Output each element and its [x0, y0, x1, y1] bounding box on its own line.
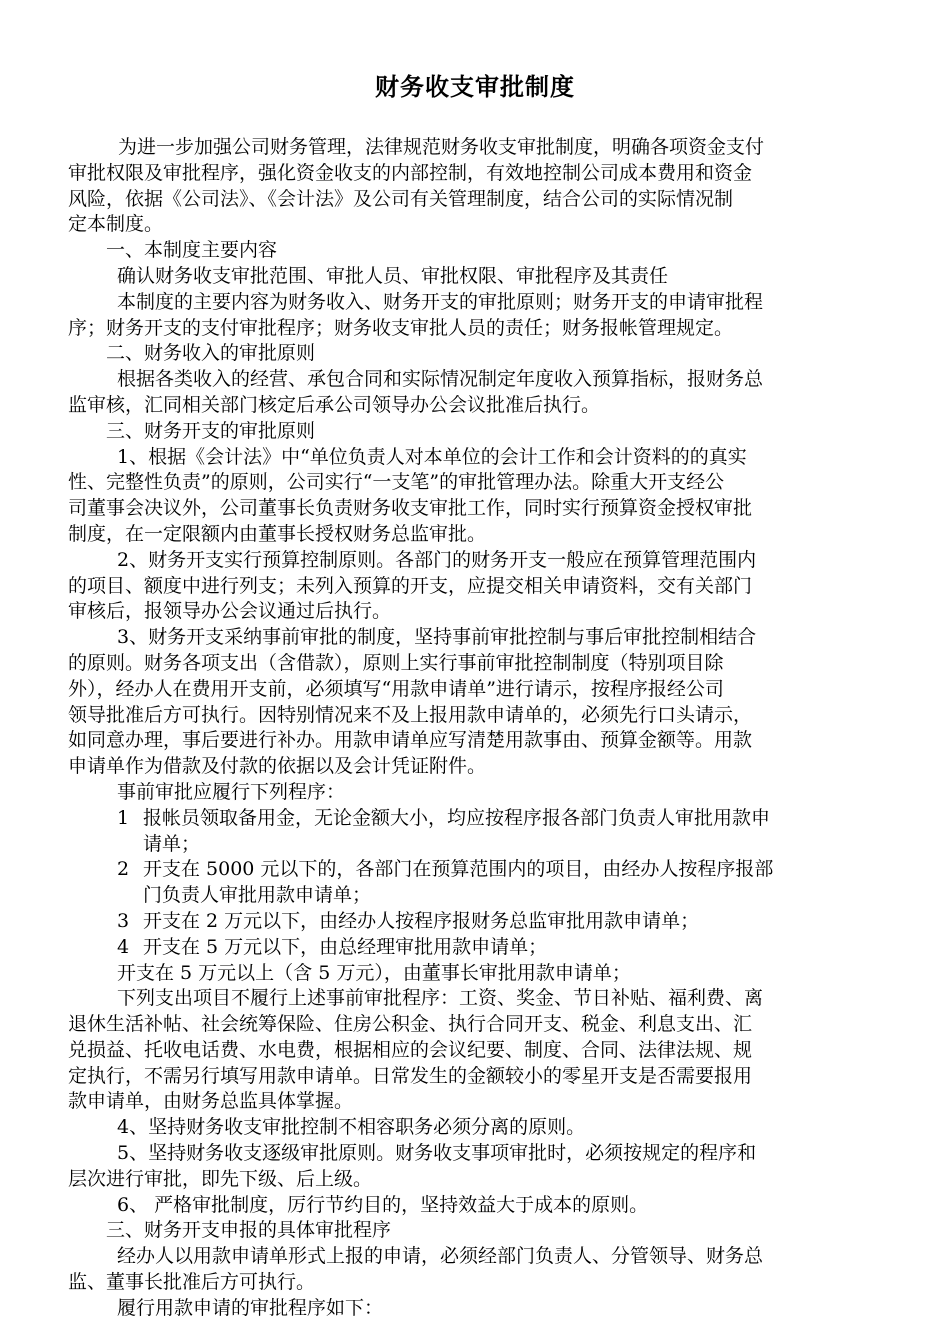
paragraph-line: 事前审批应履行下列程序： [117, 780, 346, 803]
paragraph-line: 序；财务开支的支付审批程序；财务收支审批人员的责任；财务报帐管理规定。 [68, 316, 734, 339]
paragraph-line: 监、董事长批准后方可执行。 [68, 1271, 316, 1294]
list-text: 开支在 5000 元以下的，各部门在预算范围内的项目，由经办人按程序报部 [143, 858, 774, 881]
paragraph-line: 兑损益、托收电话费、水电费，根据相应的会议纪要、制度、合同、法律法规、规 [68, 1038, 753, 1061]
section-heading: 三、财务开支的审批原则 [106, 419, 316, 442]
list-number: 3 [117, 909, 130, 932]
paragraph-line: 风险，依据《公司法》、《会计法》及公司有关管理制度，结合公司的实际情况制 [68, 187, 734, 210]
paragraph-line: 4、坚持财务收支审批控制不相容职务必须分离的原则。 [117, 1116, 586, 1139]
paragraph-line: 如同意办理，事后要进行补办。用款申请单应写清楚用款事由、预算金额等。用款 [68, 729, 753, 752]
paragraph-line: 监审核，汇同相关部门核定后承公司领导办公会议批准后执行。 [68, 393, 601, 416]
paragraph-line: 外），经办人在费用开支前，必须填写“用款申请单”进行请示，按程序报经公司 [68, 677, 724, 700]
paragraph-line: 性、完整性负责”的原则，公司实行“一支笔”的审批管理办法。除重大开支经公 [68, 471, 725, 494]
paragraph-line: 2、财务开支实行预算控制原则。各部门的财务开支一般应在预算管理范围内 [117, 548, 757, 571]
paragraph-line: 层次进行审批，即先下级、后上级。 [68, 1167, 373, 1190]
list-item-continuation: 请单； [143, 832, 201, 855]
paragraph-line: 经办人以用款申请单形式上报的申请，必须经部门负责人、分管领导、财务总 [117, 1245, 764, 1268]
list-number: 1 [117, 806, 130, 829]
paragraph-line: 审批权限及审批程序，强化资金收支的内部控制，有效地控制公司成本费用和资金 [68, 161, 753, 184]
paragraph-line: 开支在 5 万元以上（含 5 万元），由董事长审批用款申请单； [117, 961, 631, 984]
section-heading: 二、财务收入的审批原则 [106, 342, 316, 365]
list-item [68, 857, 884, 883]
paragraph-line: 审核后，报领导办公会议通过后执行。 [68, 600, 392, 623]
paragraph-line: 履行用款申请的审批程序如下： [117, 1296, 384, 1319]
paragraph-line: 6、 严格审批制度，厉行节约目的，坚持效益大于成本的原则。 [117, 1193, 649, 1216]
paragraph-line: 3、财务开支采纳事前审批的制度，坚持事前审批控制与事后审批控制相结合 [117, 626, 757, 649]
list-text: 开支在 2 万元以下，由经办人按程序报财务总监审批用款申请单； [143, 909, 700, 932]
paragraph-line: 根据各类收入的经营、承包合同和实际情况制定年度收入预算指标，报财务总 [117, 368, 764, 391]
paragraph-line: 领导批准后方可执行。因特别情况来不及上报用款申请单的，必须先行口头请示， [68, 703, 753, 726]
list-text: 报帐员领取备用金，无论金额大小，均应按程序报各部门负责人审批用款申 [143, 806, 771, 829]
list-number: 4 [117, 935, 130, 958]
paragraph-line: 定执行，不需另行填写用款申请单。日常发生的金额较小的零星开支是否需要报用 [68, 1064, 753, 1087]
list-text: 开支在 5 万元以下，由总经理审批用款申请单； [143, 935, 548, 958]
paragraph-line: 申请单作为借款及付款的依据以及会计凭证附件。 [68, 755, 487, 778]
paragraph-line: 退休生活补帖、社会统筹保险、住房公积金、执行合同开支、税金、利息支出、汇 [68, 1013, 753, 1036]
list-item-continuation: 门负责人审批用款申请单； [143, 884, 372, 907]
paragraph-line: 5、坚持财务收支逐级审批原则。财务收支事项审批时，必须按规定的程序和 [117, 1142, 757, 1165]
paragraph-line: 定本制度。 [68, 213, 164, 236]
list-item [68, 935, 884, 961]
document-body [68, 135, 884, 1322]
section-heading: 一、本制度主要内容 [106, 239, 278, 262]
list-item [68, 909, 884, 935]
paragraph-line: 确认财务收支审批范围、审批人员、审批权限、审批程序及其责任 [117, 264, 669, 287]
paragraph-line: 1、根据《会计法》中“单位负责人对本单位的会计工作和会计资料的的真实 [117, 445, 747, 468]
paragraph-line: 的项目、额度中进行列支；未列入预算的开支，应提交相关申请资料，交有关部门 [68, 574, 753, 597]
paragraph-line: 为进一步加强公司财务管理，法律规范财务收支审批制度，明确各项资金支付 [118, 136, 765, 158]
paragraph-line: 司董事会决议外，公司董事长负责财务收支审批工作，同时实行预算资金授权审批 [68, 497, 753, 520]
list-item [68, 806, 884, 832]
document-title: 财务收支审批制度 [375, 73, 575, 101]
paragraph-line: 的原则。财务各项支出（含借款），原则上实行事前审批控制制度（特别项目除 [68, 651, 724, 674]
list-number: 2 [117, 858, 130, 881]
paragraph-line: 制度，在一定限额内由董事长授权财务总监审批。 [68, 522, 487, 545]
paragraph-line: 本制度的主要内容为财务收入、财务开支的审批原则；财务开支的申请审批程 [117, 290, 764, 313]
section-heading: 三、财务开支申报的具体审批程序 [106, 1219, 392, 1242]
paragraph-line: 款申请单，由财务总监具体掌握。 [68, 1090, 354, 1113]
paragraph-line: 下列支出项目不履行上述事前审批程序：工资、奖金、节日补贴、福利费、离 [117, 987, 764, 1010]
